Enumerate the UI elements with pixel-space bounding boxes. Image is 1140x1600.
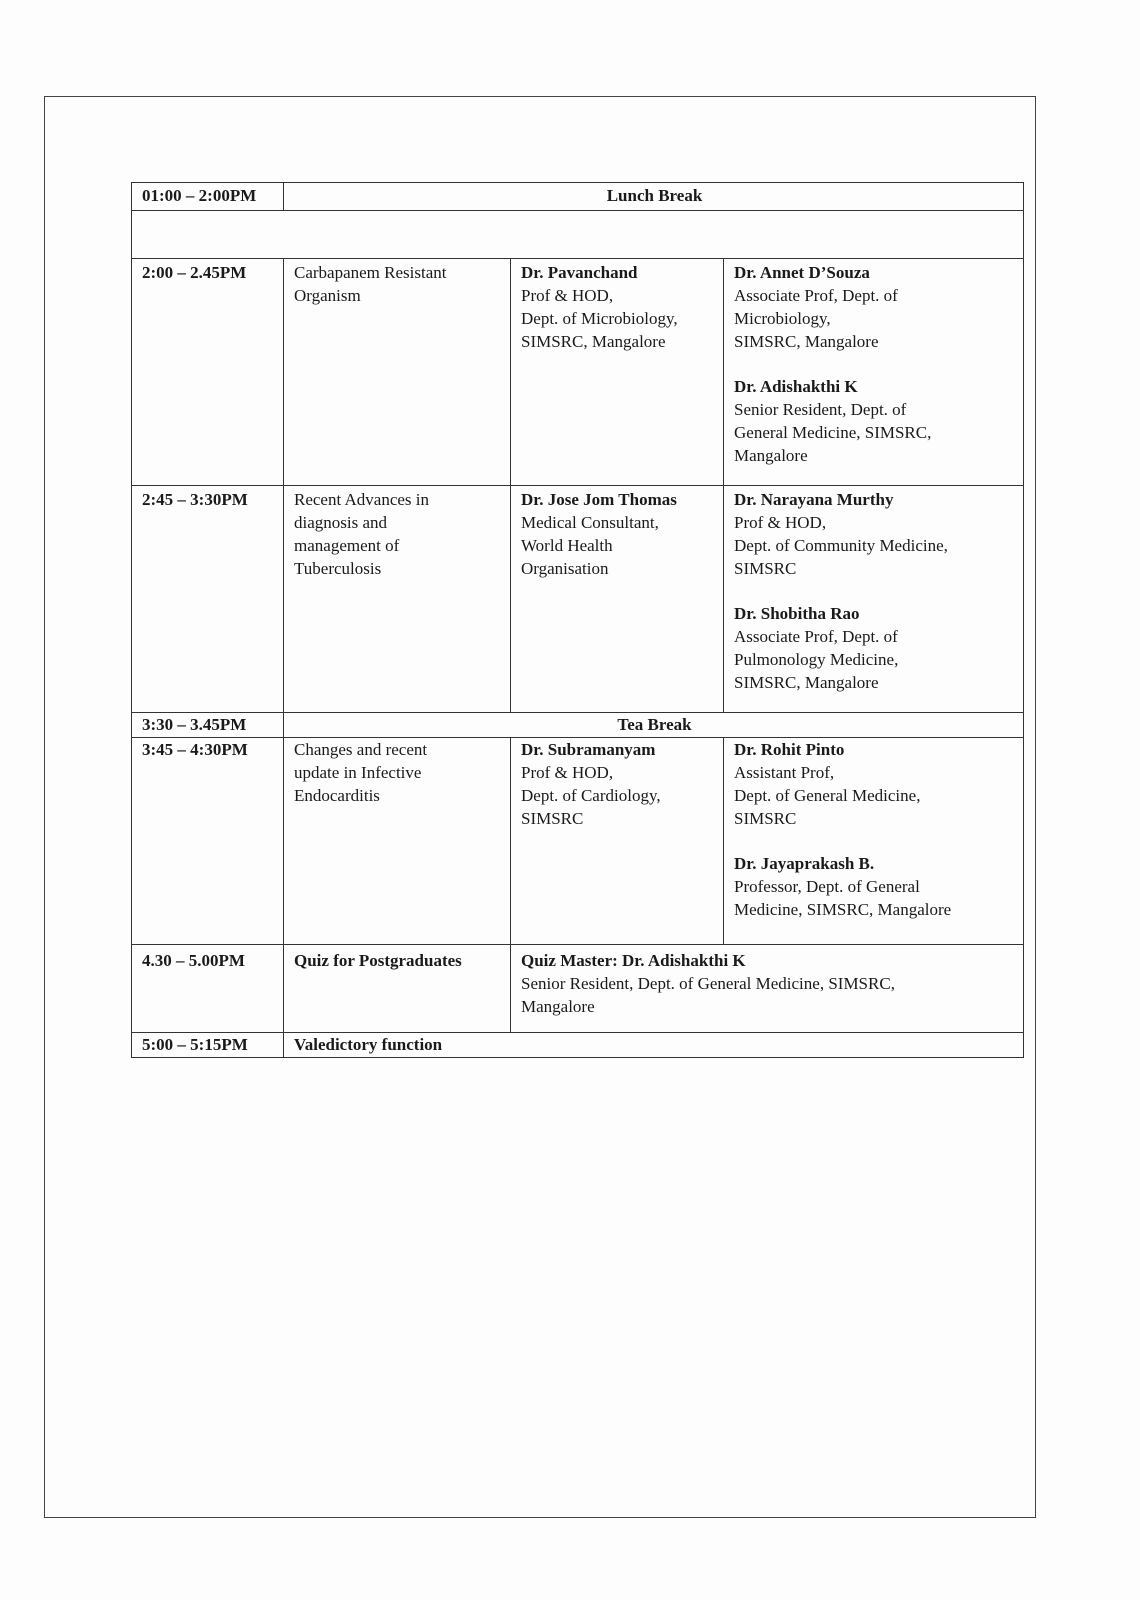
time-cell: 3:45 – 4:30PM	[132, 737, 284, 944]
speaker-name: Dr. Adishakthi K	[734, 376, 858, 396]
chairperson-line: Dept. of Microbiology,	[521, 308, 678, 328]
chairperson-line: Prof & HOD,	[521, 285, 614, 305]
speaker-line: Assistant Prof,	[734, 762, 835, 782]
chairperson-name: Dr. Subramanyam	[521, 739, 656, 759]
chairperson-cell	[511, 485, 724, 712]
quiz-master-name: Quiz Master: Dr. Adishakthi K	[521, 950, 746, 970]
time-cell: 2:00 – 2.45PM	[132, 258, 284, 485]
speaker-line: Medicine, SIMSRC, Mangalore	[734, 899, 952, 919]
break-title: Lunch Break	[284, 183, 1024, 211]
speaker-line: Professor, Dept. of General	[734, 876, 920, 896]
chairperson-name: Dr. Pavanchand	[521, 262, 638, 282]
chairperson-line: SIMSRC, Mangalore	[521, 331, 666, 351]
speaker-line: Associate Prof, Dept. of	[734, 285, 898, 305]
break-title: Tea Break	[284, 712, 1024, 737]
chairperson-line: World Health	[521, 535, 613, 555]
speaker-name: Dr. Narayana Murthy	[734, 489, 894, 509]
speaker-line: SIMSRC	[734, 808, 797, 828]
table-row	[132, 210, 1024, 258]
time-cell: 3:30 – 3.45PM	[132, 712, 284, 737]
table-row	[132, 258, 1024, 485]
topic-line: Endocarditis	[294, 785, 380, 805]
quiz-master-cell	[511, 944, 1024, 1032]
time-cell: 4.30 – 5.00PM	[132, 944, 284, 1032]
speaker-line: Microbiology,	[734, 308, 831, 328]
table-row	[132, 712, 1024, 737]
speaker-name: Dr. Shobitha Rao	[734, 603, 860, 623]
speakers-cell	[724, 737, 1024, 944]
speaker-line: SIMSRC, Mangalore	[734, 331, 879, 351]
speaker-line: Dept. of General Medicine,	[734, 785, 921, 805]
topic-line: Carbapanem Resistant	[294, 262, 447, 282]
topic-line: Changes and recent	[294, 739, 428, 759]
topic-line: Tuberculosis	[294, 558, 382, 578]
time-cell: 2:45 – 3:30PM	[132, 485, 284, 712]
chairperson-line: SIMSRC	[521, 808, 584, 828]
topic-cell	[284, 258, 511, 485]
schedule-table	[131, 182, 1024, 1058]
time-cell: 01:00 – 2:00PM	[132, 183, 284, 211]
topic-line: Recent Advances in	[294, 489, 430, 509]
table-row	[132, 183, 1024, 211]
topic-line: Organism	[294, 285, 361, 305]
speaker-line: SIMSRC	[734, 558, 797, 578]
speaker-line: Pulmonology Medicine,	[734, 649, 899, 669]
topic-line: diagnosis and	[294, 512, 388, 532]
valedictory-title: Valedictory function	[284, 1032, 1024, 1057]
speakers-cell	[724, 258, 1024, 485]
quiz-master-line: Mangalore	[521, 996, 595, 1016]
chairperson-cell	[511, 737, 724, 944]
chairperson-cell	[511, 258, 724, 485]
chairperson-line: Medical Consultant,	[521, 512, 659, 532]
topic-line: management of	[294, 535, 400, 555]
time-cell: 5:00 – 5:15PM	[132, 1032, 284, 1057]
spacer-cell	[132, 210, 1024, 258]
speaker-line: Dept. of Community Medicine,	[734, 535, 948, 555]
speaker-name: Dr. Annet D’Souza	[734, 262, 870, 282]
table-row	[132, 737, 1024, 944]
speaker-line: Prof & HOD,	[734, 512, 827, 532]
topic-line: update in Infective	[294, 762, 422, 782]
speaker-line: Associate Prof, Dept. of	[734, 626, 898, 646]
chairperson-line: Prof & HOD,	[521, 762, 614, 782]
chairperson-name: Dr. Jose Jom Thomas	[521, 489, 677, 509]
quiz-title: Quiz for Postgraduates	[284, 944, 511, 1032]
table-row	[132, 1032, 1024, 1057]
speaker-line: General Medicine, SIMSRC,	[734, 422, 932, 442]
speaker-name: Dr. Rohit Pinto	[734, 739, 845, 759]
speaker-line: Mangalore	[734, 445, 808, 465]
chairperson-line: Dept. of Cardiology,	[521, 785, 661, 805]
speakers-cell	[724, 485, 1024, 712]
speaker-name: Dr. Jayaprakash B.	[734, 853, 875, 873]
table-row	[132, 485, 1024, 712]
speaker-line: SIMSRC, Mangalore	[734, 672, 879, 692]
topic-cell	[284, 737, 511, 944]
quiz-master-line: Senior Resident, Dept. of General Medicine, SIMSRC,	[521, 973, 895, 993]
speaker-line: Senior Resident, Dept. of	[734, 399, 907, 419]
topic-cell	[284, 485, 511, 712]
chairperson-line: Organisation	[521, 558, 609, 578]
table-row	[132, 944, 1024, 1032]
